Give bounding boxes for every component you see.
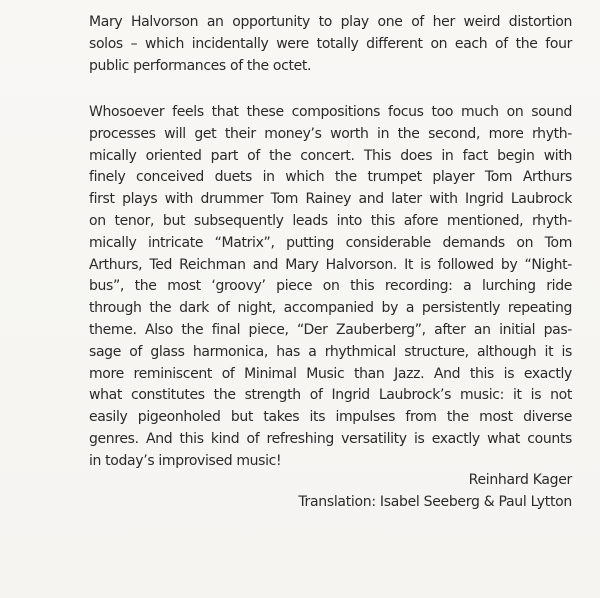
text-line: more reminiscent of Minimal Music than Jazz. And this is exactly	[89, 365, 572, 382]
text-line: easily pigeonholed but takes its impulses from the most diverse	[89, 409, 572, 426]
text-line: mically oriented part of the concert. This does in fact begin with	[89, 147, 572, 164]
text-line: bus”, the most ‘groovy’ piece on this recording: a lurching ride	[89, 278, 572, 295]
text-line: Arthurs, Ted Reichman and Mary Halvorson. It is followed by “Night-	[89, 256, 572, 273]
text-line: what constitutes the strength of Ingrid Laubrock’s music: it is not	[89, 387, 572, 404]
text-line: on tenor, but subsequently leads into this afore mentioned, rhyth-	[89, 212, 572, 229]
text-line: first plays with drummer Tom Rainey and later with Ingrid Laubrock	[89, 191, 572, 208]
text-line: theme. Also the final piece, “Der Zauberberg”, after an initial pas-	[89, 321, 572, 338]
paragraph-main	[89, 102, 572, 473]
paragraph-continuation	[89, 12, 572, 77]
text-line: genres. And this kind of refreshing versatility is exactly what counts	[89, 430, 572, 447]
author-signature: Reinhard Kager	[468, 472, 572, 488]
text-line: in today’s improvised music!	[89, 452, 282, 469]
text-line: sage of glass harmonica, has a rhythmical structure, although it is	[89, 343, 572, 360]
text-line: finely conceived duets in which the trumpet player Tom Arthurs	[89, 169, 572, 186]
translation-credit: Translation: Isabel Seeberg & Paul Lytton	[298, 494, 572, 510]
text-line: Mary Halvorson an opportunity to play one of her weird distortion	[89, 14, 572, 30]
text-line: solos – which incidentally were totally different on each of the four	[89, 35, 572, 52]
text-line: Whosoever feels that these compositions focus too much on sound	[89, 104, 572, 120]
text-line: public performances of the octet.	[89, 57, 312, 74]
text-line: mically intricate “Matrix”, putting considerable demands on Tom	[89, 234, 572, 251]
text-line: through the dark of night, accompanied by a persistently repeating	[89, 300, 572, 317]
text-line: processes will get their money’s worth in the second, more rhyth-	[89, 125, 572, 142]
